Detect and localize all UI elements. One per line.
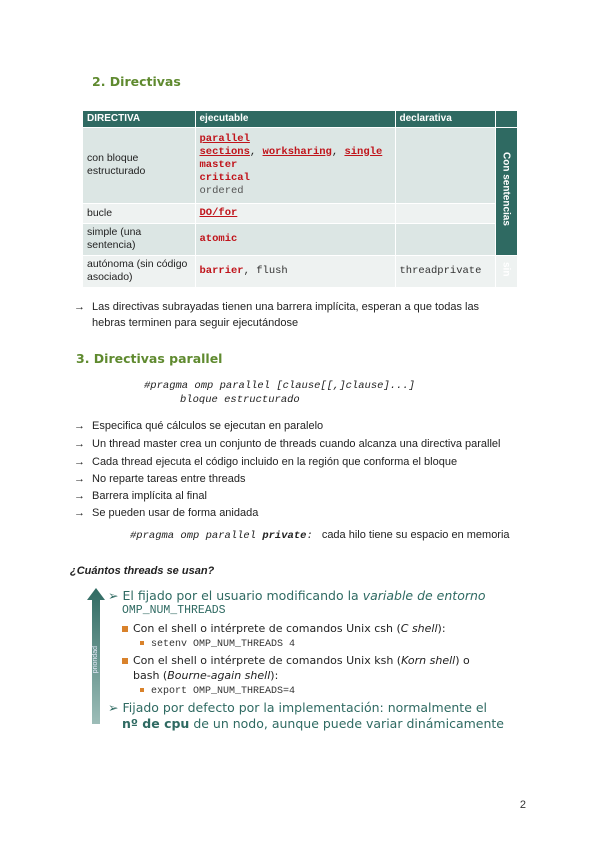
cell-declarativa (395, 203, 495, 223)
code-sections: sections (199, 145, 250, 158)
code-parallel: parallel (199, 132, 250, 145)
list-item: → Cada thread ejecuta el código incluido en la región que conforma el bloque (74, 456, 458, 468)
cell-declarativa (395, 223, 495, 255)
cell-directiva: con bloque estructurado (83, 127, 195, 203)
list-item: → Especifica qué cálculos se ejecutan en paralelo (74, 420, 324, 432)
table-row (83, 127, 517, 203)
private-clause-line: #pragma omp parallel private: cada hilo tiene su espacio en memoria (130, 529, 510, 542)
pragma-block: bloque estructurado (180, 394, 300, 406)
table-row (83, 203, 517, 223)
cell-directiva: simple (una sentencia) (83, 223, 195, 255)
cell-ejecutable (195, 255, 395, 287)
barrier-note: → Las directivas subrayadas tienen una barrera implícita, esperan a que todas las (74, 301, 480, 313)
cell-directiva: bucle (83, 203, 195, 223)
list-item: → Se pueden usar de forma anidada (74, 507, 259, 519)
table-row (83, 223, 517, 255)
header-directiva: DIRECTIVA (83, 111, 195, 127)
code-ordered: ordered (199, 184, 244, 197)
cell-ejecutable: parallel sections, worksharing, single master critical ordered (195, 127, 395, 203)
list-item: → Barrera implícita al final (74, 490, 207, 502)
cell-declarativa (395, 127, 495, 203)
barrier-note-cont: hebras terminen para seguir ejecutándose (92, 317, 299, 329)
side-label-sin: sin (495, 255, 517, 287)
directives-table (83, 111, 518, 287)
section-3-title: 3. Directivas parallel (76, 351, 223, 366)
priority-label: prioridad (92, 646, 99, 674)
slide-line-ksh: Con el shell o intérprete de comandos Unix ksh (Korn shell) o (122, 654, 470, 667)
cell-ejecutable (195, 223, 395, 255)
section-2-title: 2. Directivas (92, 74, 181, 89)
code-critical: critical (199, 171, 250, 184)
question-heading: ¿Cuántos threads se usan? (70, 565, 215, 577)
cell-directiva: autónoma (sin código asociado) (83, 255, 195, 287)
slide-env-var: OMP_NUM_THREADS (122, 604, 226, 617)
header-declarativa: declarativa (395, 111, 495, 127)
code-single: single (344, 145, 383, 158)
slide-line-user: ➢ El fijado por el usuario modificando la variable de entorno (108, 588, 486, 603)
table-header-row (83, 111, 517, 127)
code-atomic: atomic (199, 232, 238, 245)
code-worksharing: worksharing (262, 145, 332, 158)
side-label-con-sentencias: Con sentencias (495, 127, 517, 255)
table-row (83, 255, 517, 287)
list-item: → No reparte tareas entre threads (74, 473, 246, 485)
slide-cmd-export: export OMP_NUM_THREADS=4 (140, 686, 295, 697)
header-ejecutable: ejecutable (195, 111, 395, 127)
slide-line-csh: Con el shell o intérprete de comandos Unix csh (C shell): (122, 622, 446, 635)
list-item: → Un thread master crea un conjunto de threads cuando alcanza una directiva parallel (74, 438, 501, 450)
code-barrier: barrier (199, 264, 244, 277)
slide-line-default: ➢ Fijado por defecto por la implementación: normalmente el (108, 700, 488, 715)
slide-line-bash: bash (Bourne-again shell): (133, 669, 279, 682)
slide-line-default-cont: nº de cpu de un nodo, aunque puede variar dinámicamente (122, 716, 504, 731)
code-do-for: DO/for (199, 206, 238, 219)
slide-excerpt (86, 586, 504, 736)
page-number: 2 (519, 799, 526, 811)
cell-declarativa: threadprivate (395, 255, 495, 287)
slide-cmd-setenv: setenv OMP_NUM_THREADS 4 (140, 639, 295, 650)
pragma-parallel: #pragma omp parallel [clause[[,]clause]...] (144, 380, 415, 392)
code-master: master (199, 158, 238, 171)
cell-ejecutable (195, 203, 395, 223)
code-flush: , flush (243, 264, 288, 277)
